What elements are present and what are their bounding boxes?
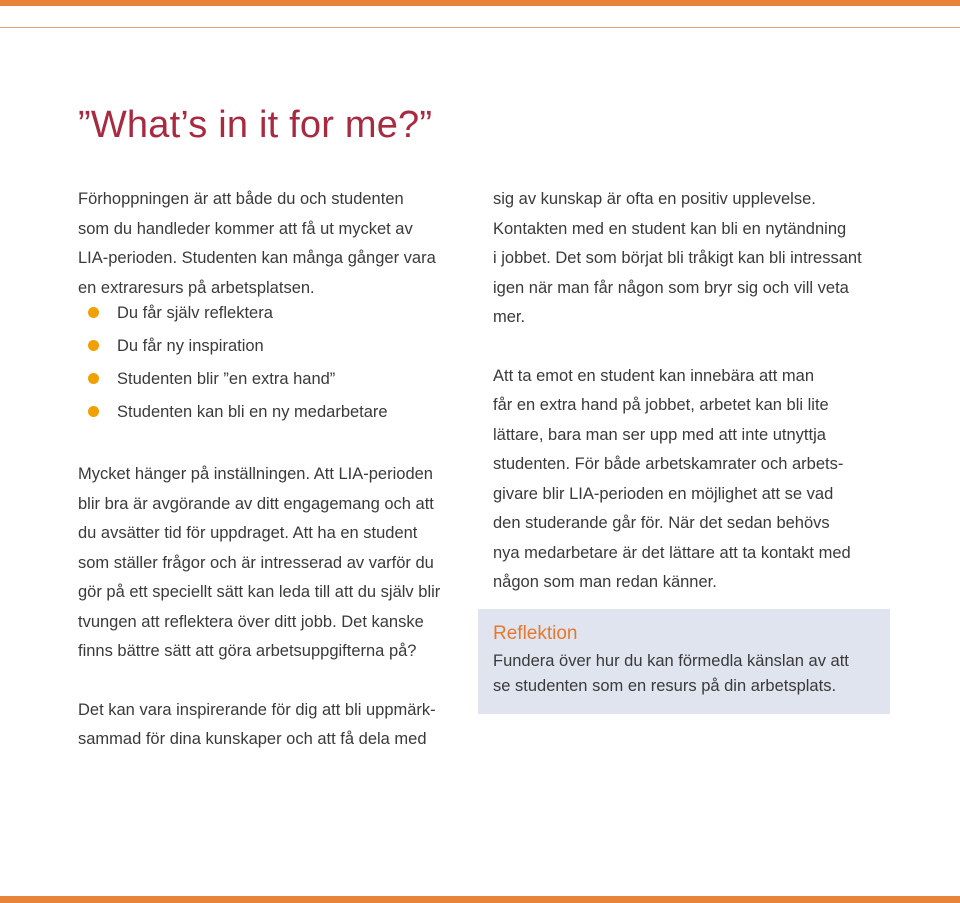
text-line: Att ta emot en student kan innebära att man <box>493 366 815 385</box>
bullet-dot-icon <box>88 307 99 318</box>
bullet-dot-icon <box>88 406 99 417</box>
text-line: mer. <box>493 308 526 326</box>
text-line: som du handleder kommer att få ut mycket av <box>78 219 413 238</box>
top-accent-bar <box>0 0 960 6</box>
text-line: se studenten som en resurs på din arbetsplats. <box>493 677 837 695</box>
text-line: sammad för dina kunskaper och att få dela med <box>78 730 427 748</box>
text-line: tvungen att reflektera över ditt jobb. Det kanske <box>78 612 424 631</box>
list-item: Du får själv reflektera <box>78 297 478 330</box>
list-item: Du får ny inspiration <box>78 330 478 363</box>
reflection-heading: Reflektion <box>493 623 578 644</box>
text-line: sig av kunskap är ofta en positiv upplevelse. <box>493 190 816 208</box>
bottom-accent-bar <box>0 896 960 903</box>
top-divider-line <box>0 27 960 28</box>
inspiration-paragraph <box>78 696 478 755</box>
text-line: LIA-perioden. Studenten kan många gånger vara <box>78 249 436 267</box>
text-line: får en extra hand på jobbet, arbetet kan bli lite <box>493 396 829 414</box>
text-line: nya medarbetare är det lättare att ta kontakt med <box>493 543 851 562</box>
list-item: Studenten kan bli en ny medarbetare <box>78 396 478 429</box>
text-line: Kontakten med en student kan bli en nytändning <box>493 219 847 238</box>
text-line: igen när man får någon som bryr sig och vill veta <box>493 278 849 297</box>
page-title: ”What’s in it for me?” <box>78 104 433 146</box>
extra-hand-paragraph <box>493 362 888 598</box>
text-line: lättare, bara man ser upp med att inte utnyttja <box>493 425 826 444</box>
text-line: den studerande går för. När det sedan behövs <box>493 514 830 532</box>
text-line: Mycket hänger på inställningen. Att LIA-perioden <box>78 465 433 483</box>
reflection-box <box>478 609 890 714</box>
text-line: studenten. För både arbetskamrater och arbets- <box>493 455 844 473</box>
text-line: gör på ett speciellt sätt kan leda till att du själv blir <box>78 583 441 601</box>
list-item: Studenten blir ”en extra hand” <box>78 363 478 396</box>
text-line: som ställer frågor och är intresserad av varför du <box>78 553 434 572</box>
text-line: du avsätter tid för uppdraget. Att ha en student <box>78 524 418 542</box>
text-line: Det kan vara inspirerande för dig att bli uppmärk- <box>78 700 436 719</box>
text-line: blir bra är avgörande av ditt engagemang och att <box>78 494 434 513</box>
text-line: givare blir LIA-perioden en möjlighet att se vad <box>493 484 834 503</box>
text-line: någon som man redan känner. <box>493 573 717 591</box>
intro-paragraph <box>78 185 478 303</box>
left-column <box>78 185 478 755</box>
bullet-dot-icon <box>88 373 99 384</box>
text-line: i jobbet. Det som börjat bli tråkigt kan bli intressant <box>493 249 862 267</box>
benefit-list <box>78 297 478 429</box>
text-line: finns bättre sätt att göra arbetsuppgifterna på? <box>78 642 417 660</box>
right-column <box>493 185 888 598</box>
text-line: en extraresurs på arbetsplatsen. <box>78 278 315 297</box>
text-line: Fundera över hur du kan förmedla känslan av att <box>493 652 849 670</box>
text-line: Förhoppningen är att både du och studenten <box>78 190 404 208</box>
attitude-paragraph <box>78 460 478 667</box>
reflection-text <box>493 649 883 699</box>
bullet-dot-icon <box>88 340 99 351</box>
contact-paragraph <box>493 185 888 333</box>
